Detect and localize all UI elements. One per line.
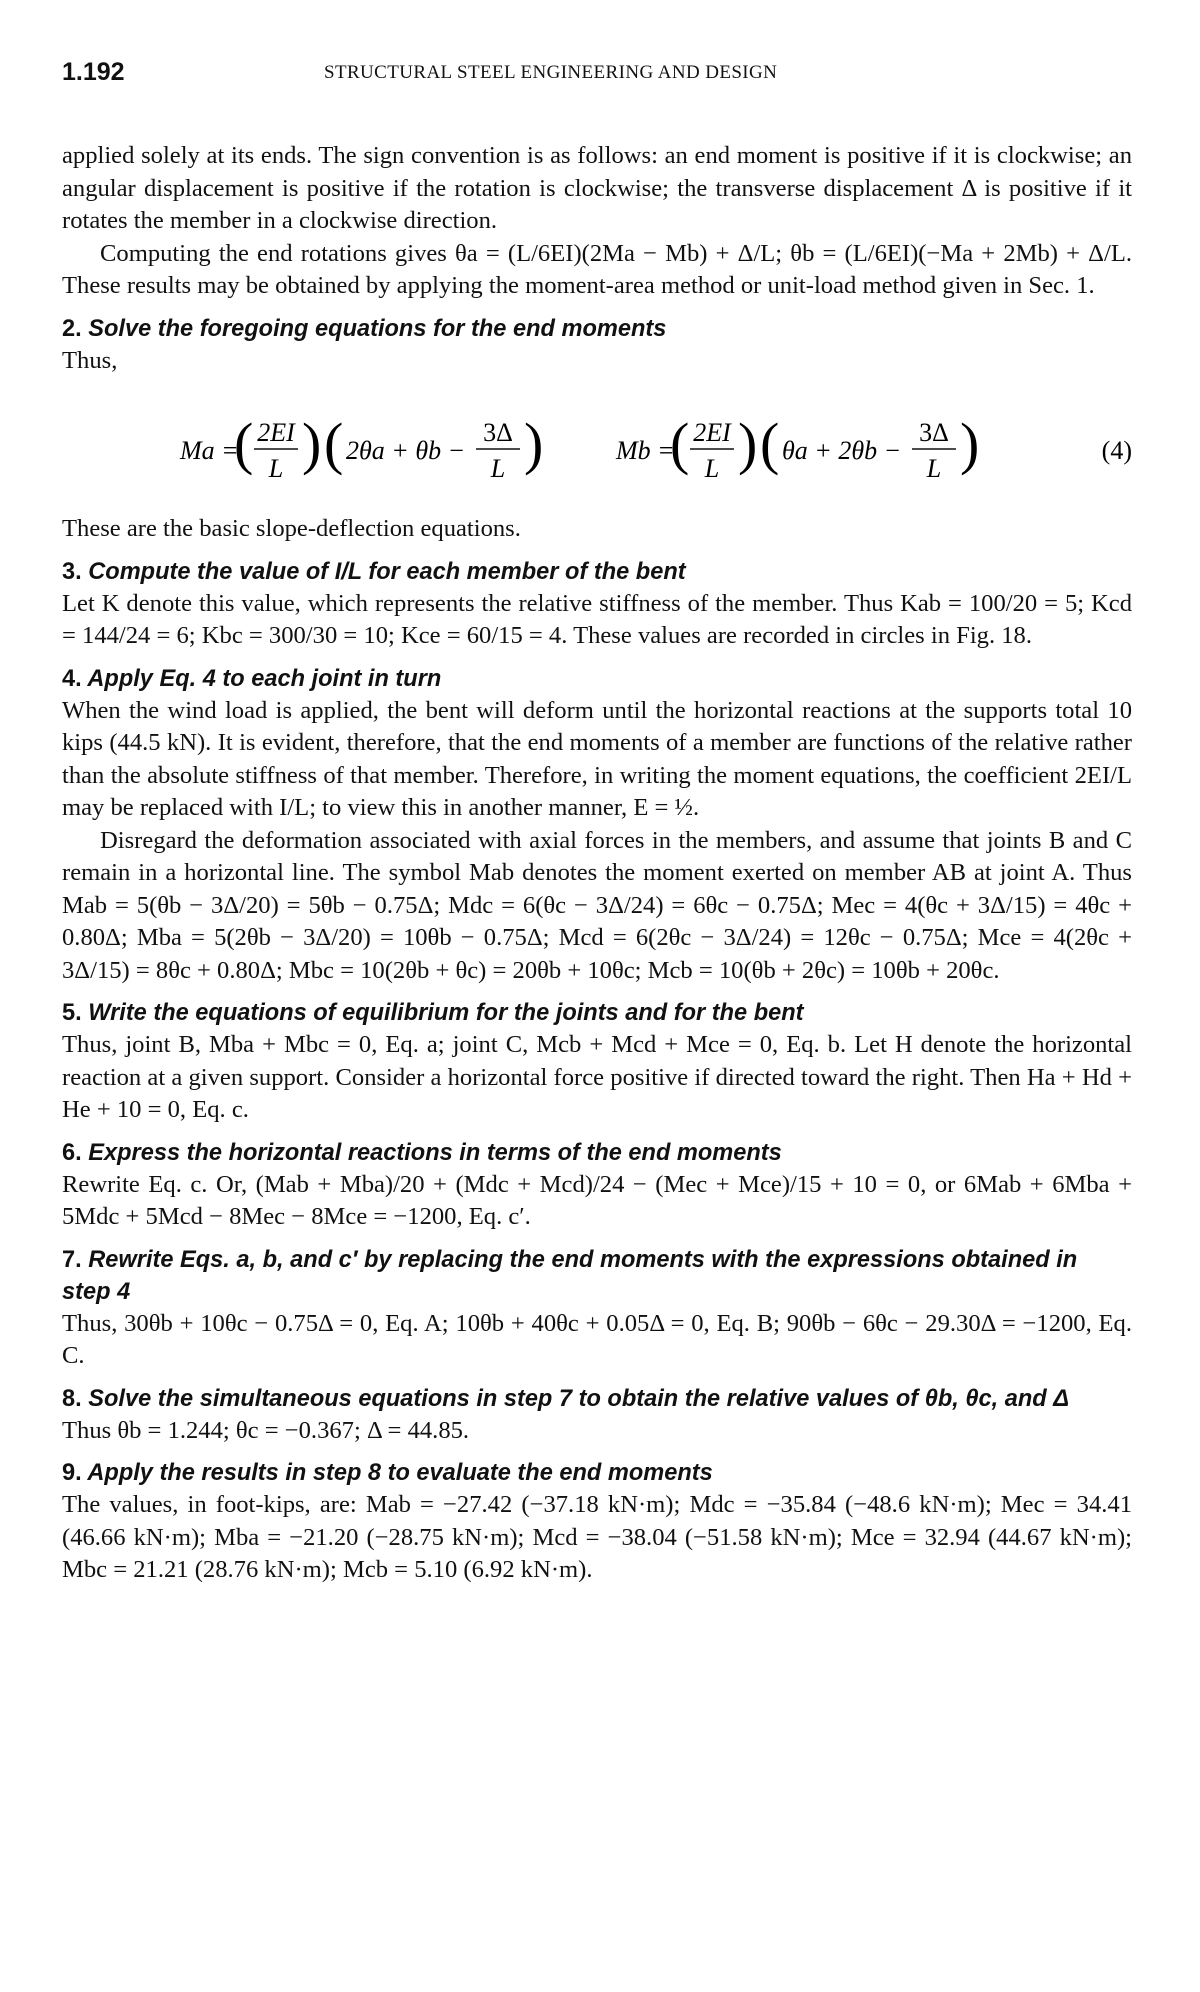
step-title: Solve the foregoing equations for the end moments [88,315,667,342]
paren-open: ( [324,411,344,476]
eq-left-delta-den: L [490,454,506,483]
paren-close: ) [302,411,322,476]
step-9-text: The values, in foot-kips, are: Mab = −27.42 (−37.18 kN·m); Mdc = −35.84 (−48.6 kN·m); Mec = 34.41 (46.66 kN·m); Mba = −21.20 (−28.75 kN·m); Mcd = −38.04 (−51.58 kN·m); Mce = 32.94 (44.67 kN·m); Mbc = 21.21 (28.76 kN·m); Mcb = 5.10 (6.92 kN·m). [62,1491,1132,1583]
step-4-text: When the wind load is applied, the bent will deform until the horizontal reactions at the supports total 10 kips (44.5 kN). It is evident, therefore, that the end moments of a member are functions of the relative rather than the absolute stiffness of that member. Therefore, in writing the moment equations, the coefficient 2EI/L may be replaced with I/L; to view this in another manner, E = ½. [62,696,1132,821]
eq-right-frac-num: 2EI [693,418,731,447]
step-title: Solve the simultaneous equations in step 7 to obtain the relative values of θb, θc, and Δ [88,1385,1070,1412]
step-7-text: Thus, 30θb + 10θc − 0.75Δ = 0, Eq. A; 10θb + 40θc + 0.05Δ = 0, Eq. B; 90θb − 6θc − 29.30Δ = −1200, Eq. C. [62,1309,1132,1369]
step-4-heading [62,663,1132,695]
step-5-text: Thus, joint B, Mba + Mbc = 0, Eq. a; joint C, Mcb + Mcd + Mce = 0, Eq. b. Let H denote the horizontal reaction at a given support. Consider a horizontal force positive if directed toward the right. Then Ha + Hd + He + 10 = 0, Eq. c. [62,1031,1132,1123]
paren-open: ( [760,411,780,476]
eq-right-terms: θa + 2θb − [782,436,902,465]
paren-close: ) [960,411,980,476]
document-page [62,58,1132,1587]
step-number: 3. [62,558,82,585]
step-title: Apply Eq. 4 to each joint in turn [87,665,442,692]
equation-4 [62,385,1132,513]
intro-paragraph-2: Computing the end rotations gives θa = (L/6EI)(2Ma − Mb) + Δ/L; θb = (L/6EI)(−Ma + 2Mb) + Δ/L. These results may be obtained by applying the moment-area method or unit-load method given in Sec. 1. [62,239,1132,299]
step-8-text: Thus θb = 1.244; θc = −0.367; Δ = 44.85. [62,1416,470,1444]
step-title: Rewrite Eqs. a, b, and c′ by replacing the end moments with the expressions obtained in step 4 [62,1246,1078,1305]
eq-right-frac-den: L [704,454,720,483]
step-8-heading [62,1383,1132,1415]
paren-open: ( [234,411,254,476]
step-9-heading [62,1457,1132,1489]
step-6-text: Rewrite Eq. c. Or, (Mab + Mba)/20 + (Mdc + Mcd)/24 − (Mec + Mce)/15 + 10 = 0, or 6Mab + 6Mba + 5Mdc + 5Mcd − 8Mec − 8Mce = −1200, Eq. c′. [62,1170,1132,1230]
eq-left-frac-num: 2EI [257,418,295,447]
step-title: Apply the results in step 8 to evaluate the end moments [87,1460,713,1486]
step-number: 8. [62,1385,82,1412]
step-number: 2. [62,315,82,342]
step-number: 4. [62,665,82,692]
step-title: Write the equations of equilibrium for the joints and for the bent [88,1000,804,1026]
paren-close: ) [524,411,544,476]
step-3-heading [62,556,1132,588]
intro-paragraph-1: applied solely at its ends. The sign convention is as follows: an end moment is positive if it is clockwise; an angular displacement is positive if the rotation is clockwise; the transverse displacement Δ is positive if it rotates the member in a clockwise direction. [62,142,1132,234]
running-head [62,58,1132,98]
step-number: 6. [62,1139,82,1166]
eq-right-delta-den: L [926,454,942,483]
eq-right-delta-num: 3Δ [919,418,949,447]
step-number: 9. [62,1460,82,1486]
eq-right-lhs: Mb = [616,436,675,465]
step-2-lead: Thus, [62,346,118,374]
paren-close: ) [738,411,758,476]
step-title: Express the horizontal reactions in terms of the end moments [88,1139,782,1166]
step-2-after-equation: These are the basic slope-deflection equations. [62,515,521,542]
step-3-text: Let K denote this value, which represents the relative stiffness of the member. Thus Kab = 100/20 = 5; Kcd = 144/24 = 6; Kbc = 300/30 = 10; Kce = 60/15 = 4. These values are recorded in circles in Fig. 18. [62,589,1132,649]
step-2-heading [62,313,1132,345]
eq-left-lhs: Ma = [180,436,239,465]
eq-left-terms: 2θa + θb − [346,436,466,465]
step-7-heading [62,1244,1132,1308]
step-5-heading [62,997,1132,1029]
paren-open: ( [670,411,690,476]
step-title: Compute the value of I/L for each member of the bent [88,558,686,585]
step-6-heading [62,1137,1132,1169]
running-title: STRUCTURAL STEEL ENGINEERING AND DESIGN [324,62,778,83]
eq-left-delta-num: 3Δ [483,418,513,447]
step-number: 7. [62,1246,82,1273]
step-number: 5. [62,1000,82,1026]
equation-4-graphic [62,385,1132,513]
step-4-text-2: Disregard the deformation associated with axial forces in the members, and assume that joints B and C remain in a horizontal line. The symbol Mab denotes the moment exerted on member AB at joint A. Thus Mab = 5(θb − 3Δ/20) = 5θb − 0.75Δ; Mdc = 6(θc − 3Δ/24) = 6θc − 0.75Δ; Mec = 4(θc + 3Δ/15) = 4θc + 0.80Δ; Mba = 5(2θb − 3Δ/20) = 10θb − 0.75Δ; Mcd = 6(2θc − 3Δ/24) = 12θc − 0.75Δ; Mce = 4(2θc + 3Δ/15) = 8θc + 0.80Δ; Mbc = 10(2θb + θc) = 20θb + 10θc; Mcb = 10(θb + 2θc) = 10θb + 20θc. [62,826,1132,984]
page-number: 1.192 [62,58,125,86]
eq-left-frac-den: L [268,454,284,483]
equation-number: (4) [1101,436,1132,465]
